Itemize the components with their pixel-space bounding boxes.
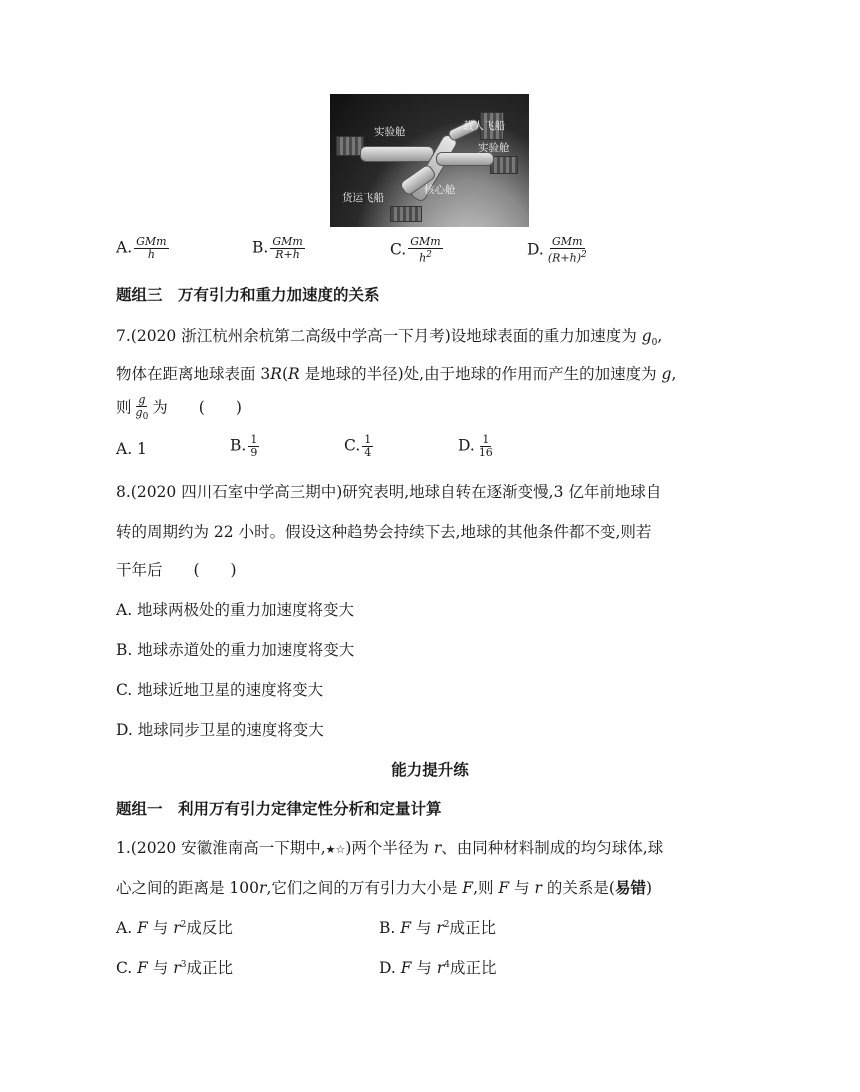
q7-option-a: A. 1 — [116, 440, 147, 458]
solar-panel-right — [490, 156, 518, 174]
q7-option-b: B. $\frac{1}{9}$ — [230, 433, 258, 459]
q8-line-2: 转的周期约为 22 小时。假设这种趋势会持续下去,地球的其他条件都不变,则若 — [116, 523, 652, 541]
label-lab-module-2: 实验舱 — [478, 142, 510, 154]
q6-option-c: C. $\frac{\text{GMm}}{h^2}$ — [390, 235, 441, 265]
group-title: 题组一 利用万有引力定律定性分析和定量计算 — [116, 800, 442, 818]
q1-line-1: 1.(2020 安徽淮南高一下期中,★☆)两个半径为 r、由同种材料制成的均匀球体,球 — [116, 839, 664, 857]
label-crew-ship: 载人飞船 — [463, 120, 505, 132]
q8-option-b: B. 地球赤道处的重力加速度将变大 — [116, 641, 355, 659]
q1-line-2: 心之间的距离是 100r,它们之间的万有引力大小是 F,则 F 与 r 的关系是(易错) — [116, 879, 653, 897]
label-core-module: 核心舱 — [424, 184, 456, 196]
part-title: 能力提升练 — [391, 761, 469, 779]
difficulty-stars-icon: ★☆ — [325, 843, 346, 856]
q8-line-3: 干年后 ( ) — [116, 561, 237, 579]
space-station-figure — [330, 94, 529, 227]
q1-option-b: B. F 与 $r^2$成正比 — [379, 919, 497, 937]
q8-option-d: D. 地球同步卫星的速度将变大 — [116, 721, 324, 739]
q8-option-a: A. 地球两极处的重力加速度将变大 — [116, 601, 355, 619]
label-cargo-ship: 货运飞船 — [342, 192, 384, 204]
section-title: 题组三 万有引力和重力加速度的关系 — [116, 286, 380, 304]
q7-option-c: C. $\frac{1}{4}$ — [344, 433, 372, 459]
q1-option-c: C. F 与 $r^3$成正比 — [116, 959, 233, 977]
lab-module-left — [360, 146, 434, 162]
q7-option-d: D. $\frac{1}{16}$ — [458, 433, 493, 459]
q6-option-b: B. $\frac{\text{GMm}}{R+h}$ — [252, 235, 303, 261]
q6-option-d: D. $\frac{\text{GMm}}{(R+h)^2}$ — [527, 235, 587, 265]
q7-line-2: 物体在距离地球表面 3R(R 是地球的半径)处,由于地球的作用而产生的加速度为 g, — [116, 365, 677, 383]
solar-panel-bottom — [390, 206, 422, 222]
q7-line-3: 则 $\frac{g}{g_0}$ 为 ( ) — [116, 393, 242, 423]
label-lab-module-1: 实验舱 — [374, 126, 406, 138]
q1-option-a: A. F 与 $r^2$成反比 — [116, 919, 233, 937]
error-prone-tag: 易错 — [614, 879, 646, 897]
q1-option-d: D. F 与 $r^4$成正比 — [379, 959, 497, 977]
q7-line-1: 7.(2020 浙江杭州余杭第二高级中学高一下月考)设地球表面的重力加速度为 $g_0$, — [116, 327, 663, 349]
q8-line-1: 8.(2020 四川石室中学高三期中)研究表明,地球自转在逐渐变慢,3 亿年前地球自 — [116, 483, 662, 501]
q8-option-c: C. 地球近地卫星的速度将变大 — [116, 681, 324, 699]
q6-option-a: A. $\frac{\text{GMm}}{h}$ — [116, 235, 167, 261]
